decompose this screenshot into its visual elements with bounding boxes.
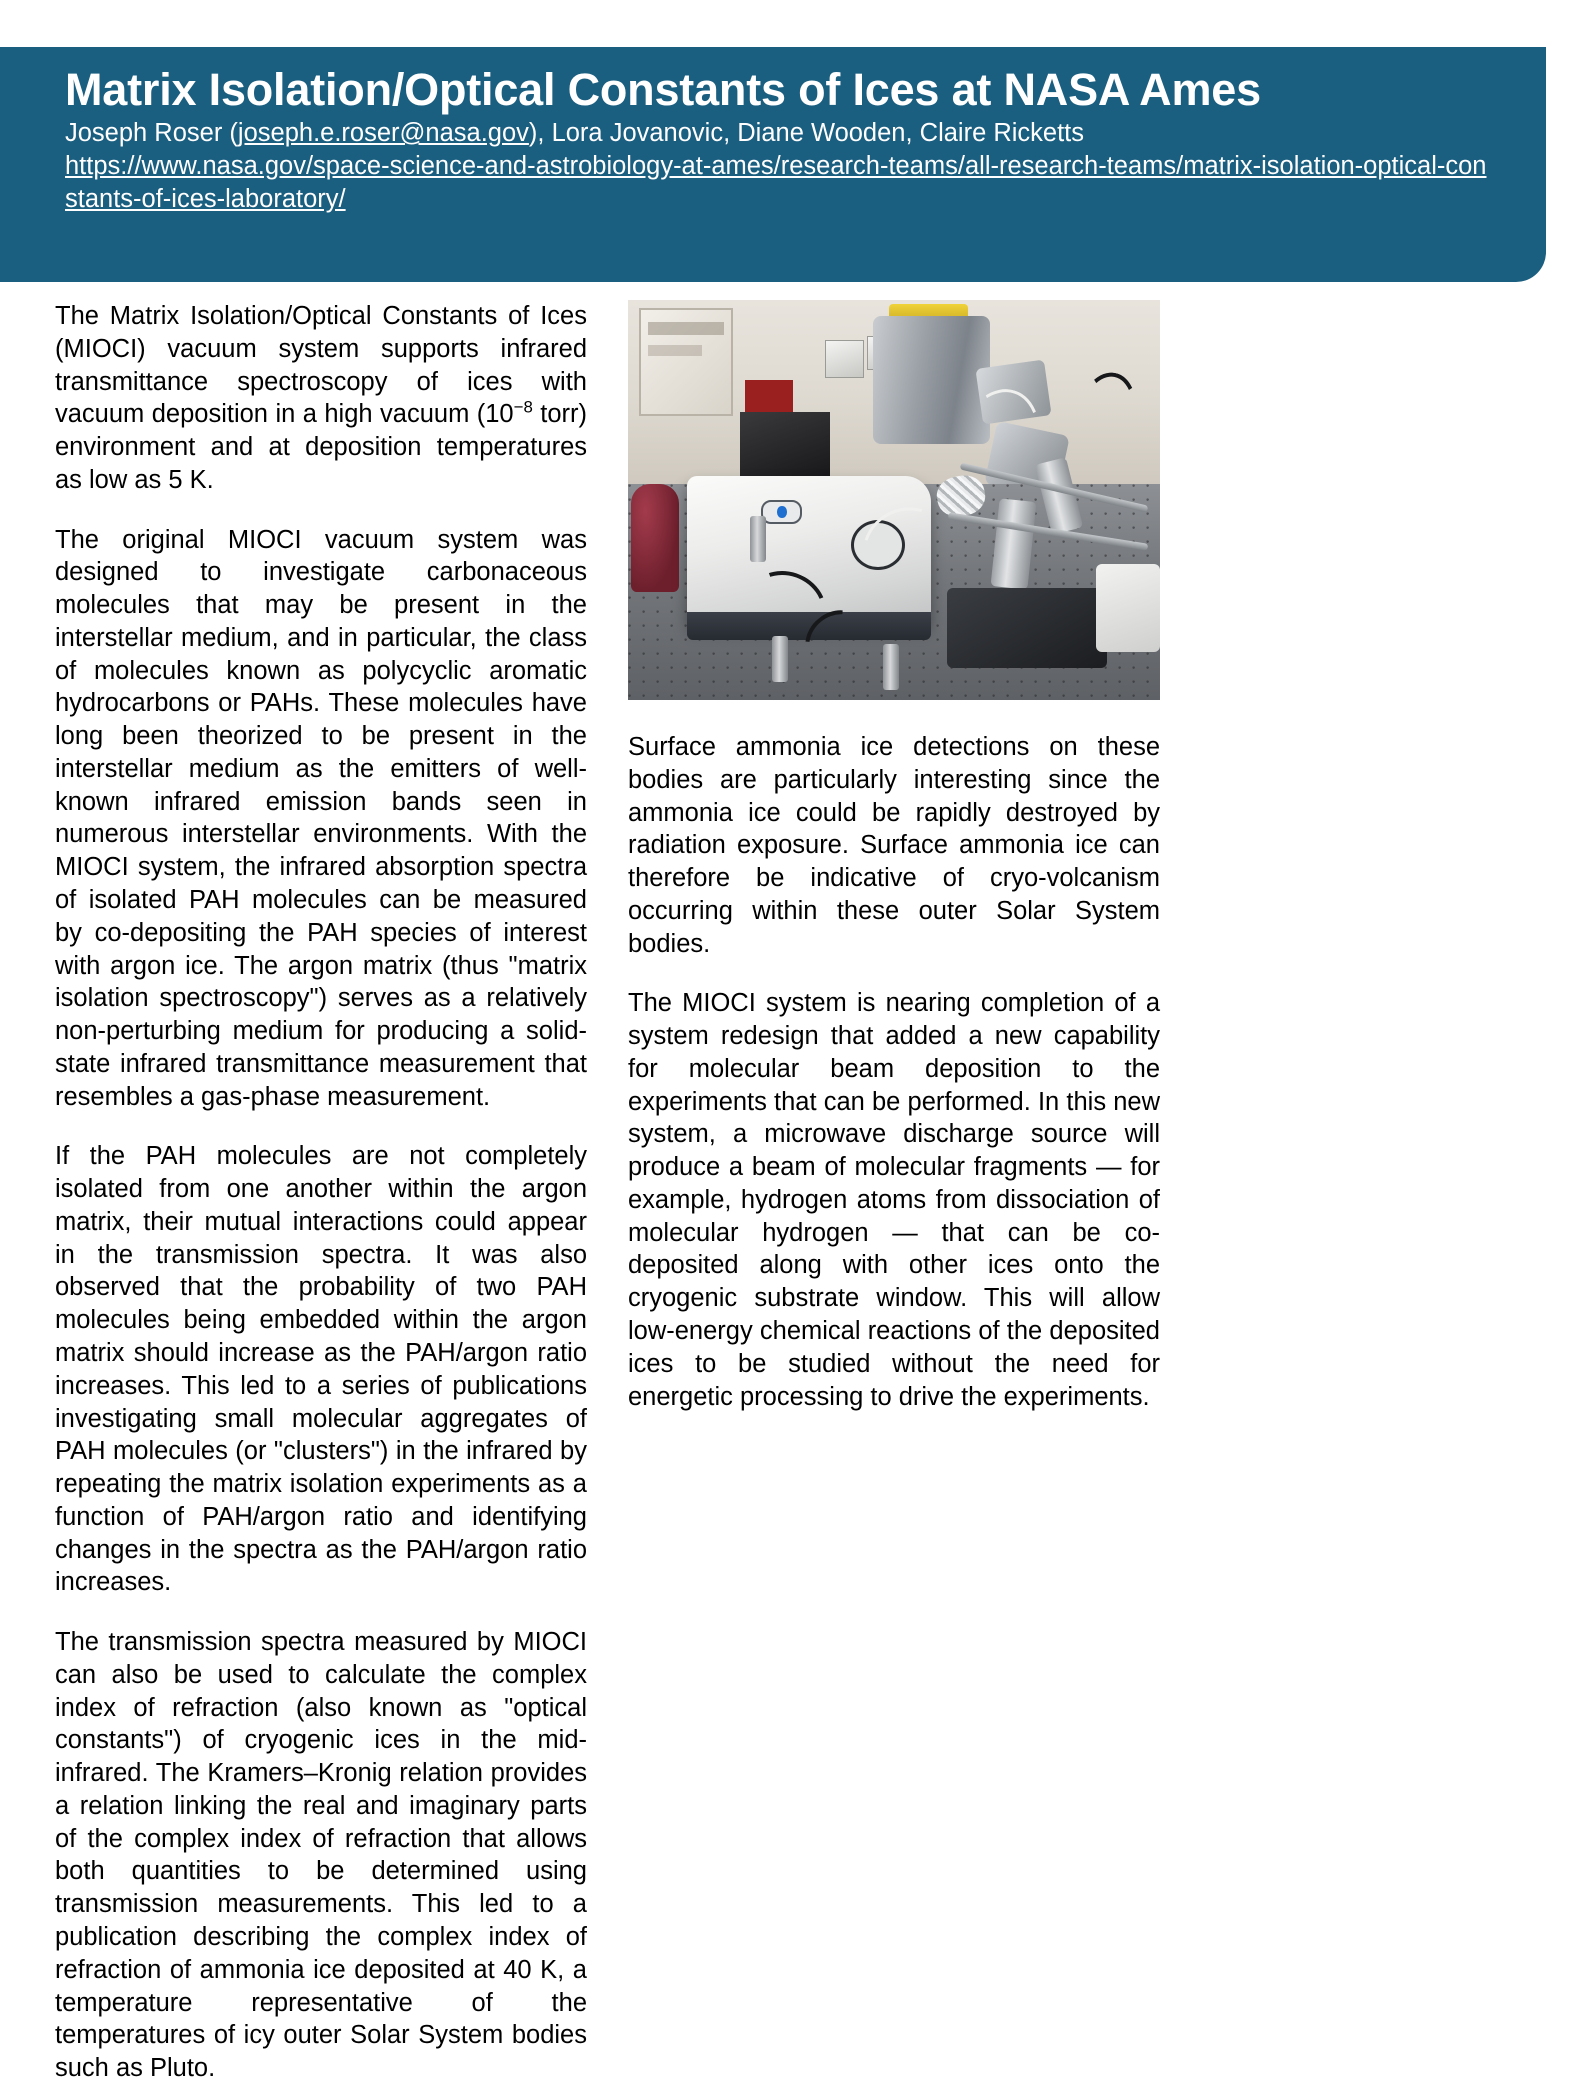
project-url-link[interactable]: https://www.nasa.gov/space-science-and-astrobiology-at-ames/research-teams/all-research-teams/matrix-isolation-optical-constants-of-ices-laboratory/ [65,152,1487,213]
paragraph-optical-constants: The transmission spectra measured by MIOCI can also be used to calculate the complex index of refraction (also known as "optical constants") of cryogenic ices in the mid-infrared. The Kramers–Kronig relation provides a relation linking the real and imaginary parts of the complex index of refraction that allows both quantities to be determined using transmission measurements. This led to a publication describing the complex index of refraction of ammonia ice deposited at 40 K, a temperature representative of the temperatures of icy outer Solar System bodies such as Pluto. [55,1628,587,2083]
photo-table-post-one [750,516,766,562]
poster-body [0,300,1582,2083]
photo-table-post-three [883,644,899,690]
paragraph-original-system: The original MIOCI vacuum system was designed to investigate carbonaceous molecules that may be present in the interstellar medium, and in particular, the class of molecules known as polycyclic aromatic hydrocarbons or PAHs. These molecules have long been theorized to be present in the interstellar medium as the emitters of well-known infrared emission bands seen in numerous interstellar environments. With the MIOCI system, the infrared absorption spectra of isolated PAH molecules can be measured by co-depositing the PAH species of interest with argon ice. The argon matrix (thus "matrix isolation spectroscopy") serves as a relatively non-perturbing medium for producing a solid-state infrared transmittance measurement that resembles a gas-phase measurement. [55,525,587,1111]
paragraph-system-redesign: The MIOCI system is nearing completion of a system redesign that added a new capability for molecular beam deposition to the experiments that can be performed. In this new system, a microwave discharge source will produce a beam of molecular fragments — for example, hydrogen atoms from dissociation of molecular hydrogen — that can be co-deposited along with other ices onto the cryogenic substrate window. This will allow low-energy chemical reactions of the deposited ices to be studied without the need for energetic processing to drive the experiments. [628,989,1160,1411]
vacuum-exponent: −8 [513,397,533,417]
photo-dark-case [947,588,1107,668]
author-email-link[interactable]: joseph.e.roser@nasa.gov [237,119,529,148]
author-line [65,117,1506,150]
photo-content [628,300,1160,700]
paragraph-intro [55,300,587,497]
poster-header-banner [0,47,1546,282]
photo-white-equipment-box [1096,564,1160,652]
right-column [628,300,1160,1413]
authors-suffix: ), Lora Jovanovic, Diane Wooden, Claire Ricketts [528,119,1085,148]
paragraph-surface-ammonia: Surface ammonia ice detections on these bodies are particularly interesting since the ammonia ice could be rapidly destroyed by radiation exposure. Surface ammonia ice can therefore be indicative of cryo-volcanism occurring within these outer Solar System bodies. [628,733,1160,958]
authors-prefix: Joseph Roser ( [65,119,238,148]
lab-equipment-photo [628,300,1160,700]
paragraph-intro-part-a: The Matrix Isolation/Optical Constants of Ices (MIOCI) vacuum system supports infrared transmittance spectroscopy of ices with vacuum deposition in a high vacuum (10 [55,302,587,429]
photo-table-post-two [772,636,788,682]
photo-red-panel [745,380,793,412]
left-column [55,300,587,2085]
photo-red-gas-tank [631,484,679,592]
photo-dark-instrument [740,412,830,480]
photo-spectrometer-indicator [761,500,802,524]
page-title: Matrix Isolation/Optical Constants of Ices at NASA Ames [65,64,1261,115]
paragraph-intro-part-b: torr) environment and at deposition temperatures as low as 5 K. [55,400,588,494]
photo-wall-poster [639,308,733,416]
paragraph-pah-isolation: If the PAH molecules are not completely isolated from one another within the argon matrix, their mutual interactions could appear in the transmission spectra. It was also observed that the probability of two PAH molecules being embedded within the argon matrix should increase as the PAH/argon ratio increases. This led to a series of publications investigating small molecular aggregates of PAH molecules (or "clusters") in the infrared by repeating the matrix isolation experiments as a function of PAH/argon ratio and identifying changes in the spectra as the PAH/argon ratio increases. [55,1142,587,1597]
photo-small-module-one [825,340,864,378]
